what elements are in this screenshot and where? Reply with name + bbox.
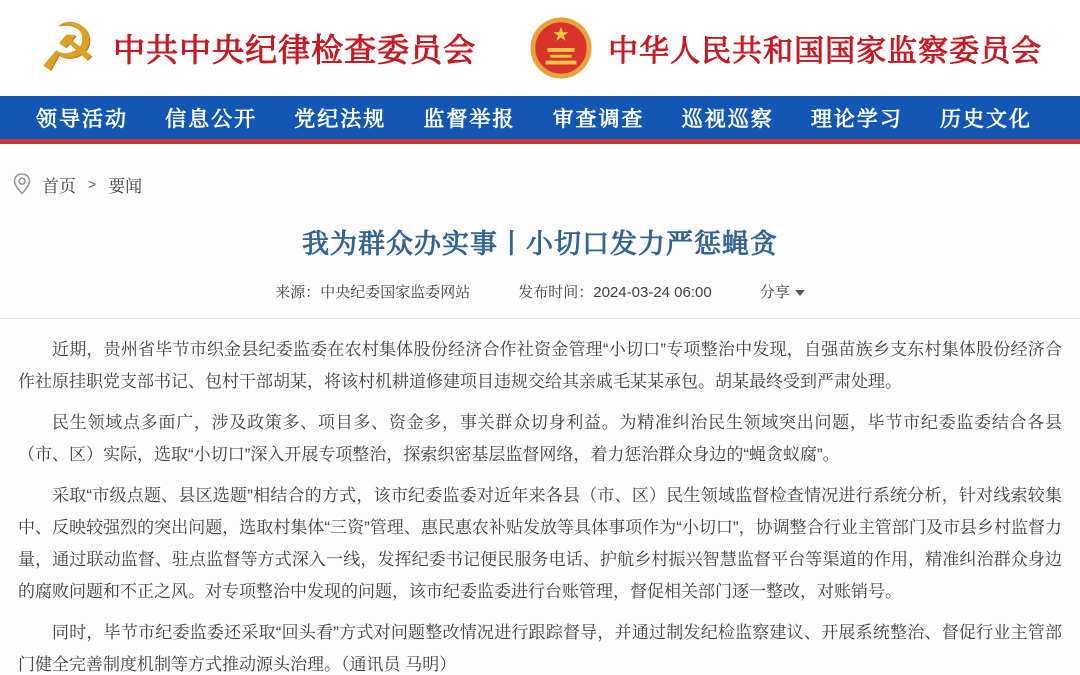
article-paragraph: 同时，毕节市纪委监委还采取“回头看”方式对问题整改情况进行跟踪督导，并通过制发纪检监察建议、开展系统整治、督促行业主管部门健全完善制度机制等方式推动源头治理。（通讯员 马明） [18, 623, 1062, 674]
nav-item-supervision[interactable]: 监督举报 [423, 107, 516, 131]
share-dropdown-arrow-icon [795, 290, 805, 296]
article-meta [0, 281, 1080, 319]
site-header [0, 0, 1080, 96]
nav-item-leadership[interactable]: 领导活动 [36, 107, 128, 131]
share-label: 分享 [759, 284, 790, 301]
nav-item-theory[interactable]: 理论学习 [810, 107, 903, 131]
ccdi-title: 中共中央纪律检查委员会 [113, 32, 477, 68]
nav-item-regulations[interactable]: 党纪法规 [294, 107, 387, 131]
ccdi-logo-link[interactable] [37, 9, 477, 86]
nsc-title: 中华人民共和国国家监察委员会 [608, 35, 1043, 68]
nav-item-info[interactable]: 信息公开 [165, 107, 258, 131]
article-body [0, 319, 1080, 675]
nav-item-investigation[interactable]: 审查调查 [552, 107, 645, 131]
party-emblem-icon: ☭ [37, 9, 98, 86]
location-pin-icon [12, 172, 32, 196]
breadcrumb-home[interactable]: 首页 [42, 176, 76, 196]
breadcrumb-current[interactable]: 要闻 [108, 176, 143, 196]
article-source: 来源：中央纪委国家监委网站 [275, 284, 471, 301]
nav-item-inspection[interactable]: 巡视巡察 [681, 107, 774, 131]
breadcrumb [12, 172, 1080, 196]
article-paragraph: 采取“市级点题、县区选题”相结合的方式，该市纪委监委对近年来各县（市、区）民生领域监督检查情况进行系统分析，针对线索较集中、反映较强烈的突出问题，选取村集体“三资”管理、惠民惠农补贴发放等具体事项作为“小切口”，协调整合行业主管部门及市县乡村监督力量，通过联动监督、驻点监督等方式深入一线，发挥纪委书记便民服务电话、护航乡村振兴智慧监督平台等渠道的作用，精准纠治群众身边的腐败问题和不正之风。对专项整治中发现的问题，该市纪委监委进行台账管理，督促相关部门逐一整改，对账销号。 [18, 486, 1062, 601]
national-emblem-icon [530, 17, 592, 79]
breadcrumb-separator: > [88, 176, 97, 192]
nsc-logo-link[interactable] [530, 17, 1042, 79]
article-publish-time: 发布时间：2024-03-24 06:00 [518, 284, 712, 301]
nav-item-history[interactable]: 历史文化 [939, 107, 1032, 131]
article-paragraph: 近期，贵州省毕节市织金县纪委监委在农村集体股份经济合作社资金管理“小切口”专项整治中发现，自强苗族乡支东村集体股份经济合作社原挂职党支部书记、包村干部胡某，将该村机耕道修建项目违规交给其亲戚毛某某承包。胡某最终受到严肃处理。 [18, 340, 1062, 391]
article-paragraph: 民生领域点多面广，涉及政策多、项目多、资金多，事关群众切身利益。为精准纠治民生领域突出问题，毕节市纪委监委结合各县（市、区）实际，选取“小切口”深入开展专项整治，探索织密基层监督网络，着力惩治群众身边的“蝇贪蚁腐”。 [18, 413, 1062, 464]
article-title: 我为群众办实事丨小切口发力严惩蝇贪 [302, 229, 778, 259]
share-button[interactable] [760, 281, 805, 302]
main-nav [0, 96, 1080, 144]
